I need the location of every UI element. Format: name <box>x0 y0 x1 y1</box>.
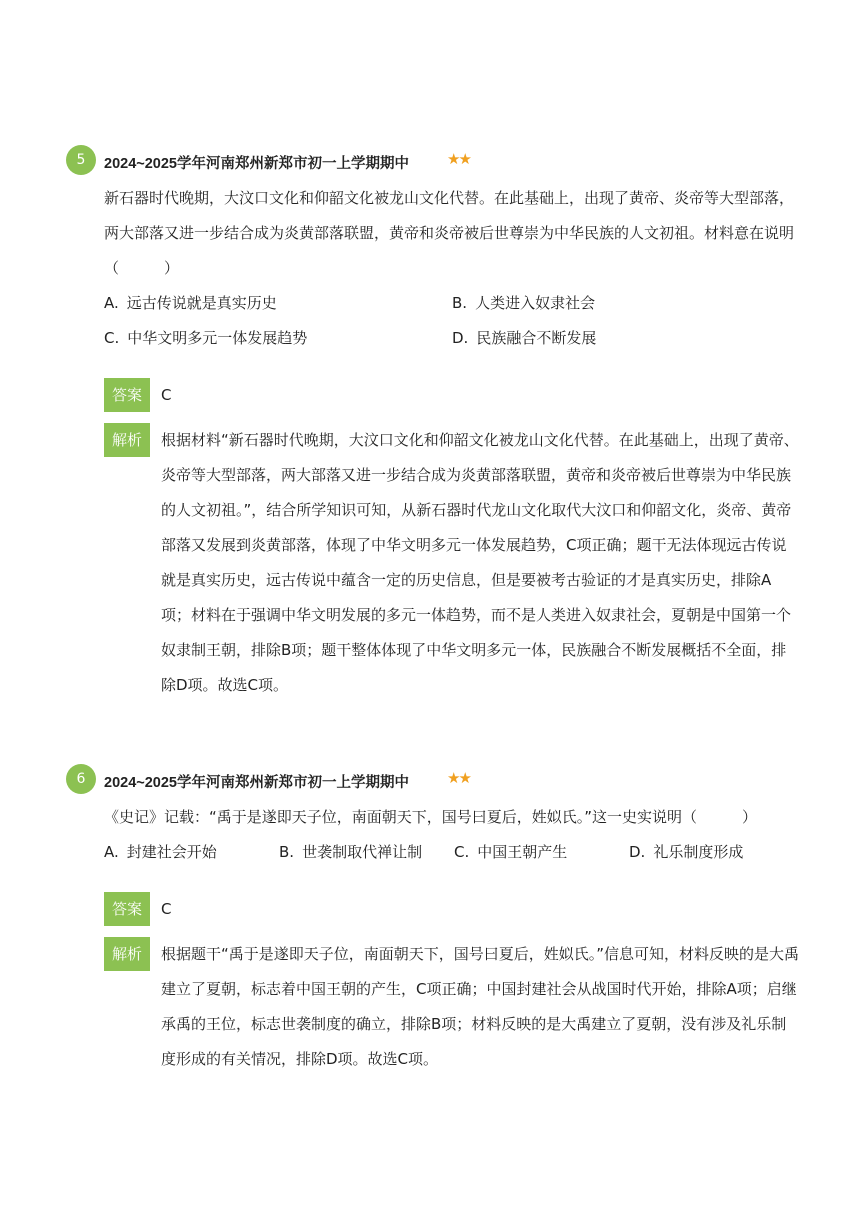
answer-block <box>104 378 804 413</box>
answer-value: C <box>161 386 172 404</box>
option-text: 远古传说就是真实历史 <box>126 294 277 312</box>
option-text: 民族融合不断发展 <box>476 329 597 347</box>
question-source: 2024~2025学年河南郑州新郑市初一上学期期中 <box>104 775 409 791</box>
analysis-block <box>104 937 804 1077</box>
option-letter: A. <box>104 843 119 861</box>
option-text: 封建社会开始 <box>126 843 217 861</box>
option-letter: C. <box>454 843 470 861</box>
option-a <box>104 286 452 321</box>
answer-tag: 答案 <box>104 378 150 412</box>
question-stem: 新石器时代晚期，大汶口文化和仰韶文化被龙山文化代替。在此基础上，出现了黄帝、炎帝等大型部落，两大部落又进一步结合成为炎黄部落联盟，黄帝和炎帝被后世尊崇为中华民族的人文初祖。材料意在说明（ ） <box>104 189 795 277</box>
question-number-badge: 5 <box>66 145 96 175</box>
question-stem: 《史记》记载：“禹于是遂即天子位，南面朝天下，国号曰夏后，姓姒氏。”这一史实说明（ ） <box>104 808 758 826</box>
option-a <box>104 835 279 870</box>
analysis-block <box>104 423 804 703</box>
option-d <box>452 321 800 356</box>
option-text: 中华文明多元一体发展趋势 <box>127 329 308 347</box>
option-b <box>452 286 800 321</box>
option-d <box>629 835 799 870</box>
option-letter: C. <box>104 329 120 347</box>
analysis-tag: 解析 <box>104 423 150 457</box>
question-header <box>0 764 867 796</box>
option-text: 中国王朝产生 <box>477 843 568 861</box>
option-c <box>104 321 452 356</box>
difficulty-stars-icon: ★★ <box>447 769 470 787</box>
options <box>104 835 804 870</box>
question-header <box>0 145 867 177</box>
question-5 <box>0 145 867 703</box>
analysis-tag: 解析 <box>104 937 150 971</box>
option-letter: A. <box>104 294 119 312</box>
question-source: 2024~2025学年河南郑州新郑市初一上学期期中 <box>104 156 409 172</box>
question-number-badge: 6 <box>66 764 96 794</box>
option-letter: B. <box>279 843 295 861</box>
analysis-text: 根据题干“禹于是遂即天子位，南面朝天下，国号曰夏后，姓姒氏。”信息可知，材料反映的是大禹建立了夏朝，标志着中国王朝的产生，C项正确；中国封建社会从战国时代开始，排除A项；启继承禹的王位，标志世袭制度的确立，排除B项；材料反映的是大禹建立了夏朝，没有涉及礼乐制度形成的有关情况，排除D项。故选C项。 <box>161 945 800 1068</box>
option-b <box>279 835 454 870</box>
options <box>104 286 804 356</box>
option-letter: D. <box>629 843 646 861</box>
option-c <box>454 835 629 870</box>
analysis-text: 根据材料“新石器时代晚期，大汶口文化和仰韶文化被龙山文化代替。在此基础上，出现了黄帝、炎帝等大型部落，两大部落又进一步结合成为炎黄部落联盟，黄帝和炎帝被后世尊崇为中华民族的人文初祖。”，结合所学知识可知，从新石器时代龙山文化取代大汶口和仰韶文化，炎帝、黄帝部落又发展到炎黄部落，体现了中华文明多元一体发展趋势，C项正确；题干无法体现远古传说就是真实历史，远古传说中蕴含一定的历史信息，但是要被考古验证的才是真实历史，排除A项；材料在于强调中华文明发展的多元一体趋势，而不是人类进入奴隶社会，夏朝是中国第一个奴隶制王朝，排除B项；题干整体体现了中华文明多元一体，民族融合不断发展概括不全面，排除D项。故选C项。 <box>161 431 799 694</box>
option-letter: D. <box>452 329 469 347</box>
answer-value: C <box>161 900 172 918</box>
difficulty-stars-icon: ★★ <box>447 150 470 168</box>
option-text: 礼乐制度形成 <box>653 843 744 861</box>
option-letter: B. <box>452 294 468 312</box>
answer-tag: 答案 <box>104 892 150 926</box>
answer-block <box>104 892 804 927</box>
option-text: 世袭制取代禅让制 <box>302 843 423 861</box>
option-text: 人类进入奴隶社会 <box>475 294 596 312</box>
question-6 <box>0 764 867 1077</box>
